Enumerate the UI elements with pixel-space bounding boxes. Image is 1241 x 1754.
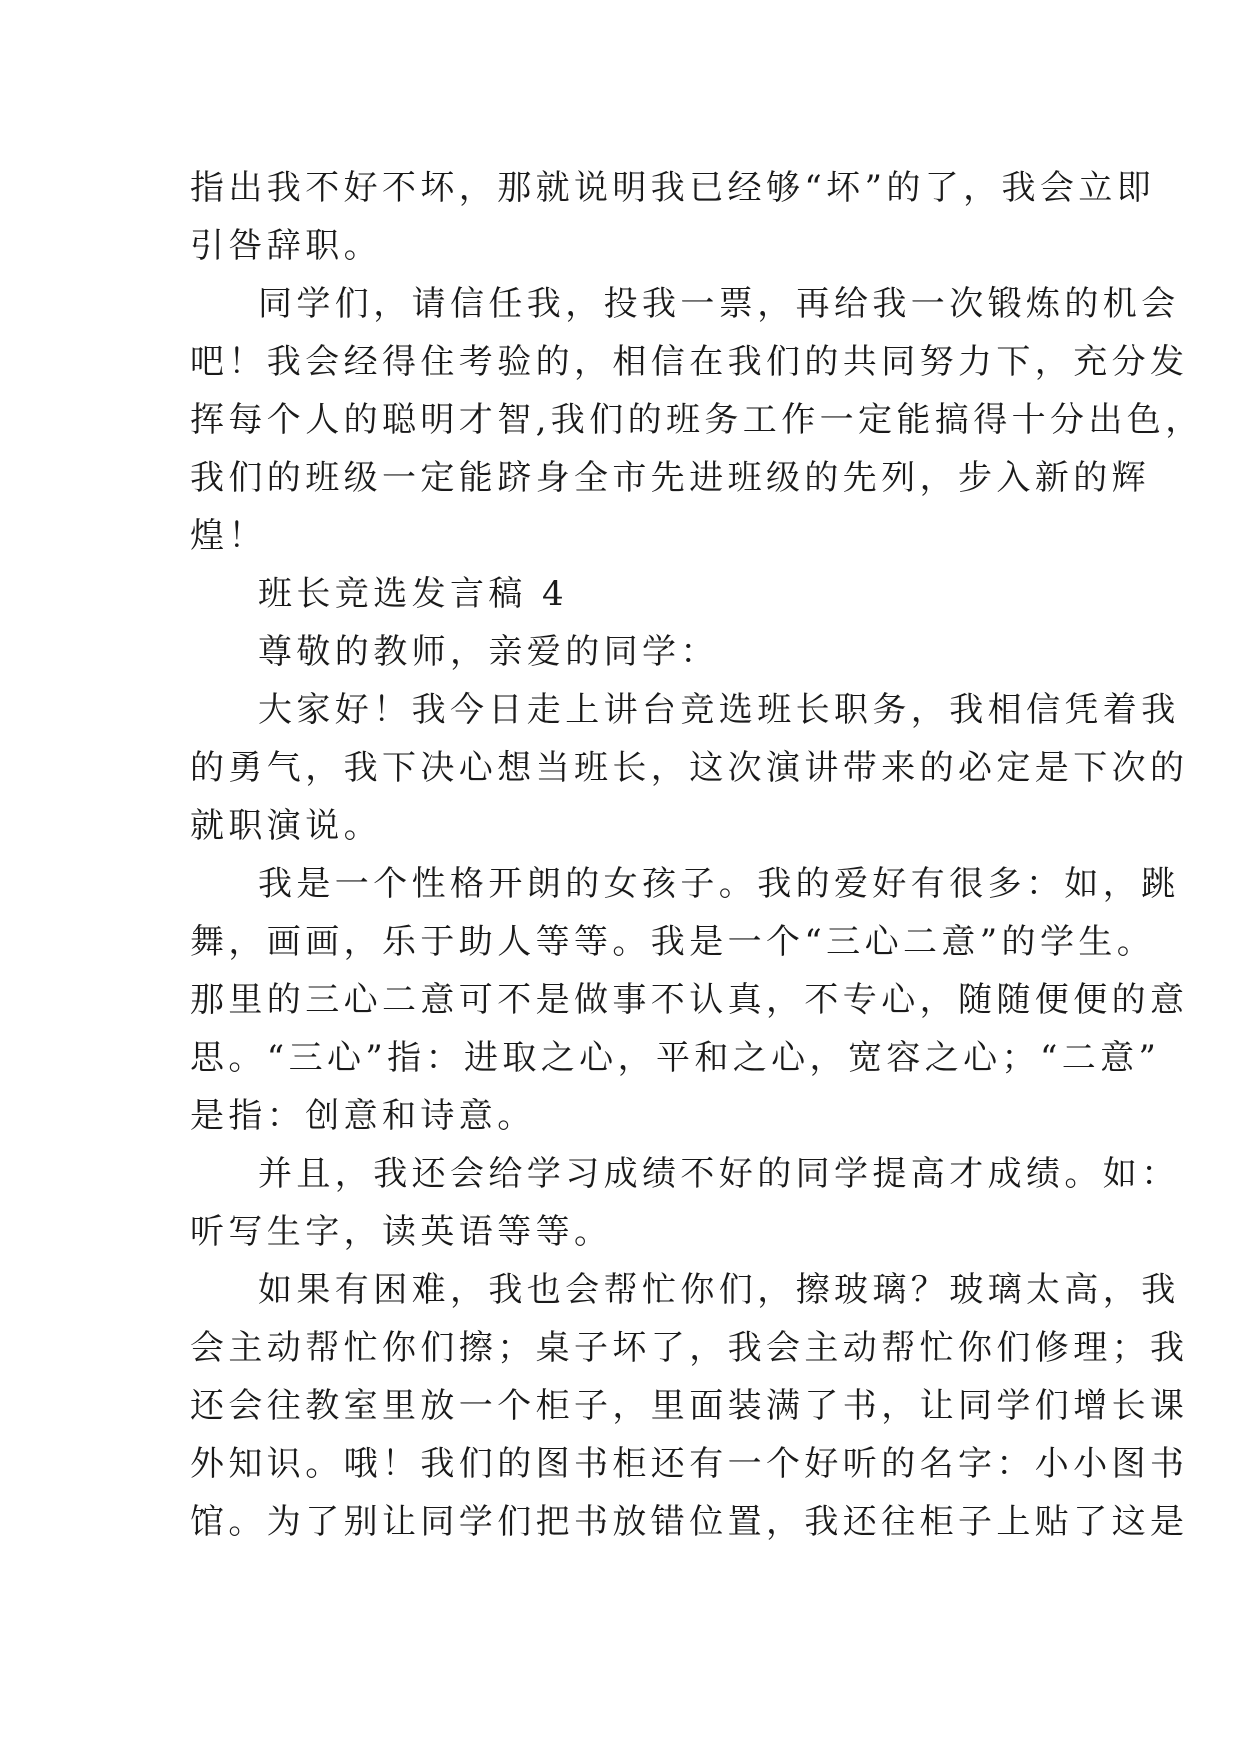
- paragraph-start-line: 大家好！我今日走上讲台竞选班长职务，我相信凭着我: [258, 690, 1180, 730]
- text-line: 听写生字，读英语等等。: [190, 1212, 613, 1252]
- paragraph-start-line: 并且，我还会给学习成绩不好的同学提高才成绩。如：: [258, 1154, 1180, 1194]
- text-line: 会主动帮忙你们擦；桌子坏了，我会主动帮忙你们修理；我: [190, 1328, 1189, 1368]
- text-line: 那里的三心二意可不是做事不认真，不专心，随随便便的意: [190, 980, 1189, 1020]
- text-line: 舞，画画，乐于助人等等。我是一个“三心二意”的学生。: [190, 922, 1156, 962]
- paragraph-start-line: 如果有困难，我也会帮忙你们，擦玻璃？玻璃太高，我: [258, 1270, 1180, 1310]
- text-line: 思。“三心”指：进取之心，平和之心，宽容之心；“二意”: [190, 1038, 1161, 1078]
- text-line: 的勇气，我下决心想当班长，这次演讲带来的必定是下次的: [190, 748, 1189, 788]
- text-line: 引咎辞职。: [190, 226, 382, 266]
- text-line: 指出我不好不坏，那就说明我已经够“坏”的了，我会立即: [190, 168, 1156, 208]
- paragraph-start-line: 同学们，请信任我，投我一票，再给我一次锻炼的机会: [258, 284, 1180, 324]
- text-line: 就职演说。: [190, 806, 382, 846]
- text-line: 外知识。哦！我们的图书柜还有一个好听的名字：小小图书: [190, 1444, 1189, 1484]
- text-line: 馆。为了别让同学们把书放错位置，我还往柜子上贴了这是: [190, 1502, 1189, 1542]
- salutation-line: 尊敬的教师，亲爱的同学：: [258, 632, 719, 672]
- paragraph-start-line: 我是一个性格开朗的女孩子。我的爱好有很多：如，跳: [258, 864, 1180, 904]
- text-line: 煌！: [190, 516, 267, 556]
- text-line: 是指：创意和诗意。: [190, 1096, 536, 1136]
- text-line: 挥每个人的聪明才智,我们的班务工作一定能搞得十分出色，: [190, 400, 1204, 440]
- text-line: 还会往教室里放一个柜子，里面装满了书，让同学们增长课: [190, 1386, 1189, 1426]
- text-line: 我们的班级一定能跻身全市先进班级的先列，步入新的辉: [190, 458, 1150, 498]
- section-heading: 班长竞选发言稿 4: [258, 574, 569, 614]
- text-line: 吧！我会经得住考验的，相信在我们的共同努力下，充分发: [190, 342, 1189, 382]
